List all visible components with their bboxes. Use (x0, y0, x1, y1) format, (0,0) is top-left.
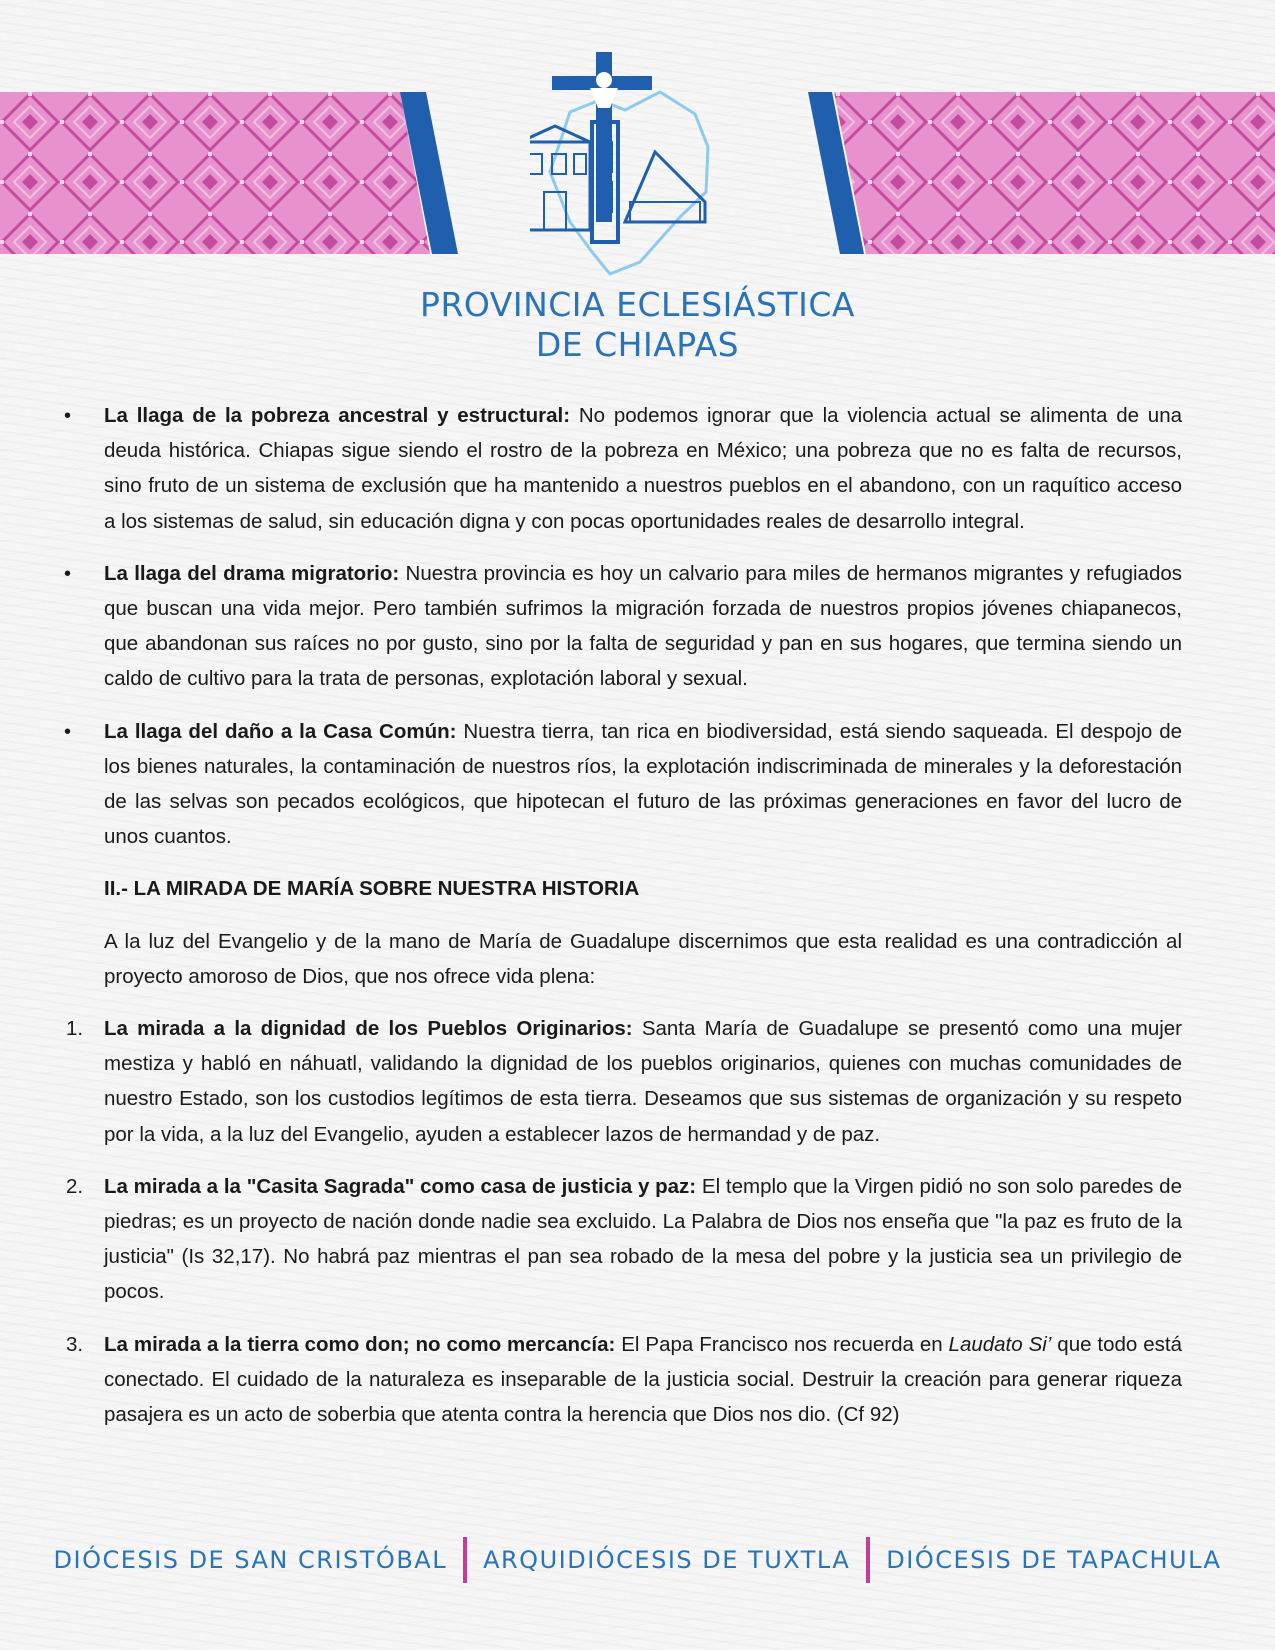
bullet-icon (64, 398, 94, 434)
organization-title (0, 285, 1275, 365)
bullet-title: La llaga del daño a la Casa Común: (104, 719, 457, 743)
bullet-item (64, 556, 1182, 697)
numbered-title: La mirada a la dignidad de los Pueblos Originarios: (104, 1017, 633, 1041)
cross-cathedral-logo-icon (530, 52, 745, 284)
bullet-title: La llaga de la pobreza ancestral y estructural: (104, 404, 571, 427)
bullet-item (64, 714, 1182, 855)
footer-diocese-san-cristobal: DIÓCESIS DE SAN CRISTÓBAL (53, 1546, 448, 1574)
organization-title-line1: PROVINCIA ECLESIÁSTICA (420, 285, 855, 324)
textile-pattern-right (808, 92, 1275, 254)
numbered-text: Santa María de Guadalupe se presentó como una mujer mestiza y habló en náhuatl, validando la dignidad de los pueblos originarios, quienes con muchas comunidades de nuestro Estado, son los custodios legítimos de esta tierra. Deseamos que sus sistemas de organización y su respeto por la vida, a la luz del Evangelio, ayuden a establecer lazos de hermandad y de paz. (104, 1017, 1182, 1146)
footer-dioceses (0, 1536, 1275, 1584)
bullet-text: Nuestra provincia es hoy un calvario para miles de hermanos migrantes y refugiados que buscan una vida mejor. Pero también sufrimos la migración forzada de nuestros propios jóvenes chiapanecos, que abandonan sus raíces no por gusto, sino por la falta de seguridad y pan en sus hogares, que termina siendo un caldo de cultivo para la trata de personas, explotación laboral y sexual. (104, 561, 1183, 691)
numbered-item (64, 1169, 1182, 1310)
footer-separator (866, 1537, 870, 1583)
footer-archdiocese-tuxtla: ARQUIDIÓCESIS DE TUXTLA (483, 1546, 851, 1574)
numbered-text: El templo que la Virgen pidió no son solo paredes de piedras; es un proyecto de nación donde nadie sea excluido. La Palabra de Dios nos enseña que "la paz es fruto de la justicia" (Is 32,17). No habrá paz mientras el pan sea robado de la mesa del pobre y la justicia sea un privilegio de pocos. (104, 1174, 1182, 1304)
item-number: 3. (66, 1332, 84, 1356)
numbered-title: La mirada a la "Casita Sagrada" como casa de justicia y paz: (104, 1174, 697, 1198)
encyclical-title: Laudato Si’ (948, 1332, 1052, 1356)
numbered-text-after: que todo está conectado. El cuidado de la naturaleza es inseparable de la justicia social. Destruir la creación para generar riqueza pasajera es un acto de soberbia que atenta contra la herencia que Dios nos dio. (Cf 92) (104, 1332, 1182, 1427)
document-body (64, 398, 1182, 1449)
bullet-title: La llaga del drama migratorio: (104, 561, 400, 585)
item-number: 1. (66, 1017, 84, 1041)
header-banner-right (808, 92, 1275, 254)
bullet-item (64, 398, 1182, 539)
section-heading: II.- LA MIRADA DE MARÍA SOBRE NUESTRA HISTORIA (104, 877, 640, 901)
organization-title-line2: DE CHIAPAS (535, 325, 740, 364)
bullet-icon (64, 714, 94, 750)
item-number: 2. (66, 1174, 84, 1198)
footer-separator (463, 1537, 467, 1583)
bullet-text: No podemos ignorar que la violencia actual se alimenta de una deuda histórica. Chiapas sigue siendo el rostro de la pobreza en México; una pobreza que no es falta de recursos, sino fruto de un sistema de exclusión que ha mantenido a nuestros pueblos en el abandono, con un raquítico acceso a los sistemas de salud, sin educación digna y con pocas oportunidades reales de desarrollo integral. (104, 404, 1182, 533)
numbered-item (64, 1327, 1182, 1433)
header-banner-left (0, 92, 482, 254)
textile-pattern-left (0, 92, 482, 254)
bullet-icon (64, 556, 94, 592)
footer-diocese-tapachula: DIÓCESIS DE TAPACHULA (886, 1546, 1222, 1574)
bullet-text: Nuestra tierra, tan rica en biodiversidad, está siendo saqueada. El despojo de los bienes naturales, la contaminación de nuestros ríos, la explotación indiscriminada de minerales y la deforestación de las selvas son pecados ecológicos, que hipotecan el futuro de las próximas generaciones en favor del lucro de unos cuantos. (104, 719, 1182, 849)
numbered-text-before: El Papa Francisco nos recuerda en (615, 1332, 949, 1356)
numbered-title: La mirada a la tierra como don; no como mercancía: (104, 1332, 616, 1356)
province-logo (530, 52, 745, 284)
numbered-item (64, 1011, 1182, 1152)
section-intro: A la luz del Evangelio y de la mano de María de Guadalupe discernimos que esta realidad es una contradicción al proyecto amoroso de Dios, que nos ofrece vida plena: (104, 929, 1182, 988)
